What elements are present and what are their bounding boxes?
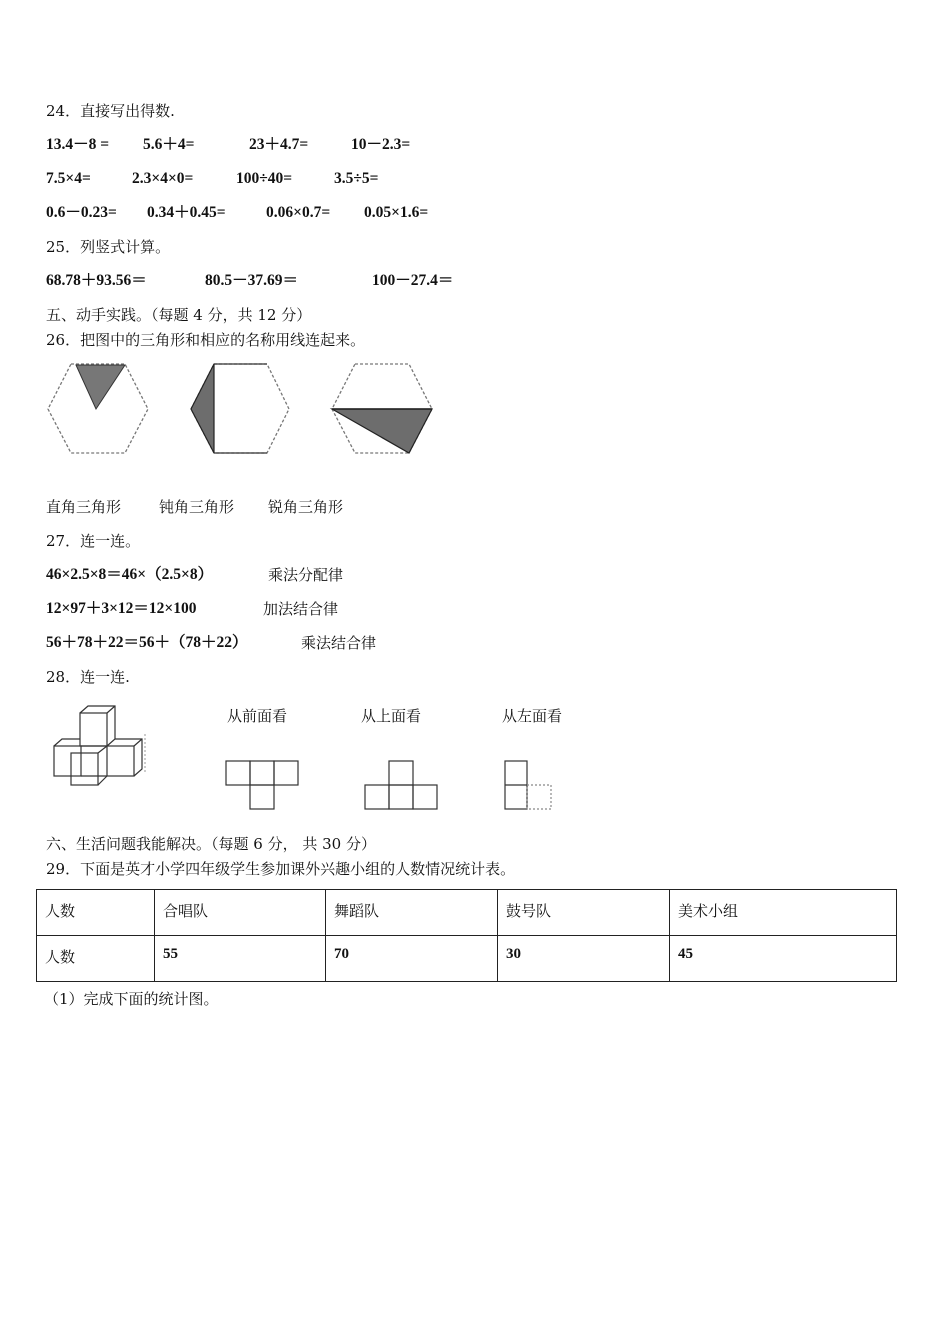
q27-law-1: 乘法分配律 bbox=[268, 566, 344, 584]
q25-item-1: 68.78＋93.56＝ bbox=[46, 272, 147, 289]
q29-title: 29．下面是英才小学四年级学生参加课外兴趣小组的人数情况统计表。 bbox=[46, 860, 516, 878]
table-cell: 70 bbox=[326, 936, 498, 982]
hexagon-figure-3 bbox=[328, 360, 438, 456]
q27-expr-2: 12×97＋3×12＝12×100 bbox=[46, 600, 197, 617]
front-view-figure bbox=[224, 758, 302, 812]
q27-expr-3: 56＋78＋22＝56＋（78＋22） bbox=[46, 634, 248, 651]
hexagon-figure-2 bbox=[186, 360, 296, 456]
view-label-top: 从上面看 bbox=[361, 707, 422, 725]
left-view-figure bbox=[500, 758, 556, 812]
top-view-figure bbox=[362, 758, 442, 812]
q27-expr-1: 46×2.5×8＝46×（2.5×8） bbox=[46, 566, 214, 583]
section6-title: 六、生活问题我能解决。（每题 6 分， 共 30 分） bbox=[46, 835, 376, 853]
table-cell: 45 bbox=[670, 936, 897, 982]
q24-r2-c2: 2.3×4×0= bbox=[132, 170, 194, 187]
q27-law-3: 乘法结合律 bbox=[301, 634, 377, 652]
q26-title: 26．把图中的三角形和相应的名称用线连起来。 bbox=[46, 331, 366, 349]
section5-title: 五、动手实践。（每题 4 分，共 12 分） bbox=[46, 306, 312, 324]
q24-r3-c1: 0.6－0.23= bbox=[46, 204, 117, 221]
interest-group-table bbox=[36, 889, 897, 982]
table-cell: 人数 bbox=[37, 936, 155, 982]
q25-item-2: 80.5－37.69＝ bbox=[205, 272, 299, 289]
q24-r1-c4: 10－2.3= bbox=[351, 136, 411, 153]
hexagon-figure-1 bbox=[44, 360, 154, 456]
q24-r1-c1: 13.4－8 = bbox=[46, 136, 110, 153]
q24-r2-c1: 7.5×4= bbox=[46, 170, 91, 187]
q24-r2-c4: 3.5÷5= bbox=[334, 170, 379, 187]
q24-r3-c2: 0.34＋0.45= bbox=[147, 204, 226, 221]
q25-title: 25．列竖式计算。 bbox=[46, 238, 171, 256]
q28-title: 28．连一连. bbox=[46, 668, 130, 686]
q24-r3-c4: 0.05×1.6= bbox=[364, 204, 429, 221]
table-cell: 合唱队 bbox=[155, 890, 326, 936]
q24-r3-c3: 0.06×0.7= bbox=[266, 204, 331, 221]
table-cell: 55 bbox=[155, 936, 326, 982]
table-cell: 鼓号队 bbox=[498, 890, 670, 936]
q24-r1-c2: 5.6＋4= bbox=[143, 136, 195, 153]
q25-item-3: 100－27.4＝ bbox=[372, 272, 454, 289]
triangle-name-obtuse: 钝角三角形 bbox=[159, 498, 235, 516]
table-cell: 美术小组 bbox=[670, 890, 897, 936]
table-cell: 人数 bbox=[37, 890, 155, 936]
view-label-front: 从前面看 bbox=[227, 707, 288, 725]
triangle-name-right: 直角三角形 bbox=[46, 498, 122, 516]
q24-r2-c3: 100÷40= bbox=[236, 170, 293, 187]
triangle-name-acute: 锐角三角形 bbox=[268, 498, 344, 516]
table-cell: 舞蹈队 bbox=[326, 890, 498, 936]
view-label-left: 从左面看 bbox=[502, 707, 563, 725]
q27-title: 27．连一连。 bbox=[46, 532, 141, 550]
cube-stack-figure bbox=[50, 704, 150, 790]
q27-law-2: 加法结合律 bbox=[263, 600, 339, 618]
table-cell: 30 bbox=[498, 936, 670, 982]
table-row bbox=[37, 936, 897, 982]
q24-title: 24．直接写出得数. bbox=[46, 102, 175, 120]
q24-r1-c3: 23＋4.7= bbox=[249, 136, 309, 153]
q29-sub1: （1）完成下面的统计图。 bbox=[44, 990, 219, 1008]
table-row bbox=[37, 890, 897, 936]
